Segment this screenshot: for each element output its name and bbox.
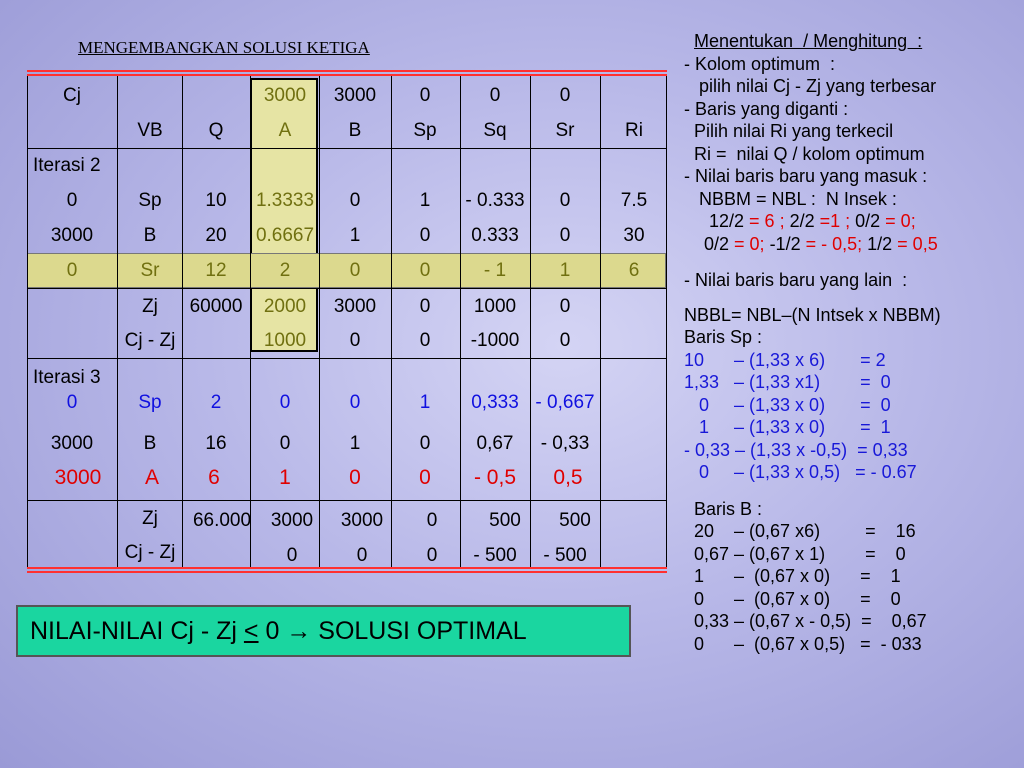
grid-line (182, 76, 183, 567)
table-cell: 1 (419, 392, 431, 413)
table-cell: 0 (419, 466, 431, 489)
calc-part: 0/2 (684, 233, 735, 254)
cj-zj-label: Cj - Zj (124, 330, 176, 351)
sp-calc-line: 0 – (1,33 x 0,5) = - 0.67 (684, 462, 917, 482)
table-cell: A (144, 466, 159, 489)
cj-value: 3000 (333, 85, 377, 106)
table-cell: 0,67 (476, 433, 514, 454)
table-cell: 1 (279, 466, 291, 489)
sp-calc-line: 10 – (1,33 x 6) = 2 (684, 349, 886, 370)
table-top-border (27, 70, 667, 72)
calc-part: 2/2 (789, 211, 820, 231)
cj-zj-value: - 500 (473, 545, 517, 566)
notes-line: - Kolom optimum : (684, 53, 836, 74)
zj-value: 3000 (270, 510, 314, 531)
b-calc-line: 20 – (0,67 x6) = 16 (694, 521, 916, 541)
grid-line (530, 76, 531, 567)
grid-line (27, 148, 667, 149)
calc-part: 1/2 (867, 233, 898, 254)
calc-result: = 0,5 (897, 233, 938, 254)
grid-line (666, 76, 667, 567)
table-cell: - 0,667 (535, 392, 595, 413)
table-cell: 3000 (50, 433, 94, 454)
grid-line (117, 76, 118, 567)
table-cell: 0,333 (471, 392, 519, 413)
cj-zj-value: 0 (426, 545, 438, 566)
calc-part: -1/2 (769, 233, 806, 254)
optimal-suffix: SOLUSI OPTIMAL (311, 617, 527, 645)
column-header: Sp (413, 120, 437, 141)
optimal-prefix: NILAI-NILAI Cj - Zj (30, 617, 244, 645)
sp-calc-line: 1,33 – (1,33 x1) = 0 (684, 372, 891, 392)
grid-line (319, 76, 320, 567)
column-header: VB (137, 120, 163, 141)
table-cell: 0 (559, 190, 571, 211)
cj-value: 0 (489, 85, 501, 106)
grid-line (250, 76, 251, 567)
nbbm-calc-line (684, 233, 1019, 256)
table-cell: B (143, 433, 157, 454)
table-cell: 6 (208, 466, 220, 489)
column-header: Ri (625, 120, 643, 141)
cj-zj-value: 0 (559, 330, 571, 351)
column-header: Sq (483, 120, 507, 141)
cj-value: 0 (419, 85, 431, 106)
calc-result: = 6 ; (749, 211, 790, 231)
grid-line (600, 76, 601, 567)
calc-result: = - 0,5; (805, 233, 868, 254)
table-cell: 0 (349, 466, 361, 489)
calc-result: =1 ; (819, 211, 856, 231)
table-cell: 0 (66, 392, 78, 413)
calc-part: 0/2 (855, 211, 886, 231)
zj-value: 500 (489, 510, 521, 531)
grid-line (27, 358, 667, 359)
grid-line (27, 288, 667, 289)
grid-line (391, 76, 392, 567)
slide-title: MENGEMBANGKAN SOLUSI KETIGA (78, 38, 370, 57)
b-calc-line: 0,33 – (0,67 x - 0,5) = 0,67 (694, 611, 927, 631)
b-calc-line: 1 – (0,67 x 0) = 1 (694, 566, 901, 586)
table-cell: - 1 (483, 260, 507, 281)
cj-zj-value: - 500 (543, 545, 587, 566)
table-cell: - 0.333 (465, 190, 525, 211)
zj-value: 3000 (333, 296, 377, 317)
notes-line: NBBL= NBL–(N Intsek x NBBM) (684, 304, 941, 325)
notes-line: - Baris yang diganti : (684, 98, 849, 119)
calculation-notes (684, 30, 1019, 655)
iteration-label: Iterasi 3 (33, 367, 101, 388)
table-cell: 0 (279, 392, 291, 413)
sp-calc-line: - 0,33 – (1,33 x -0,5) = 0,33 (684, 439, 908, 460)
optimal-solution-banner (16, 605, 631, 657)
zj-label: Zj (142, 508, 158, 529)
table-cell: 6 (628, 260, 640, 281)
optimal-zero: 0 (258, 617, 287, 645)
b-calc-line: 0 – (0,67 x 0,5) = - 033 (694, 633, 922, 654)
notes-line: pilih nilai Cj - Zj yang terbesar (684, 76, 937, 96)
table-cell: 30 (623, 225, 645, 246)
calc-result: = 0; (885, 211, 916, 231)
table-cell: Sp (138, 190, 162, 211)
cj-zj-value: 0 (286, 545, 298, 566)
table-cell: 1 (559, 260, 571, 281)
zj-value: 3000 (340, 510, 384, 531)
table-cell: 0 (66, 190, 78, 211)
table-bottom-border-2 (27, 571, 667, 573)
column-header: Sr (555, 120, 575, 141)
b-calc-line: 0 – (0,67 x 0) = 0 (694, 588, 901, 609)
table-cell: - 0,33 (540, 433, 590, 454)
table-cell: 1.3333 (255, 190, 315, 211)
grid-line (460, 76, 461, 567)
grid-line (27, 500, 667, 501)
table-cell: 7.5 (620, 190, 648, 211)
zj-value: 66.000 (192, 510, 252, 531)
table-cell: 0 (66, 260, 78, 281)
zj-value: 0 (419, 296, 431, 317)
table-cell: B (143, 225, 157, 246)
b-calc-line: 0,67 – (0,67 x 1) = 0 (694, 543, 906, 564)
table-cell: 1 (349, 225, 361, 246)
zj-value: 60000 (189, 296, 243, 317)
table-top-border-2 (27, 74, 667, 76)
zj-value: 1000 (473, 296, 517, 317)
table-cell: 10 (205, 190, 227, 211)
calc-result: = 0; (734, 233, 770, 254)
table-cell: 0 (559, 225, 571, 246)
cj-zj-value: 1000 (263, 330, 307, 351)
notes-heading: Menentukan / Menghitung : (694, 31, 923, 51)
zj-value: 2000 (263, 296, 307, 317)
notes-line: Baris Sp : (684, 327, 763, 347)
table-cell: Sr (140, 260, 160, 281)
table-cell: 0.333 (471, 225, 519, 246)
table-cell: 20 (205, 225, 227, 246)
table-cell: 1 (349, 433, 361, 454)
grid-line (27, 76, 28, 567)
table-cell: - 0,5 (473, 466, 517, 489)
cj-zj-value: 0 (349, 330, 361, 351)
nbbm-calc-line (684, 210, 1019, 233)
table-cell: 0 (349, 190, 361, 211)
table-cell: 0 (279, 433, 291, 454)
right-arrow-icon: → (286, 617, 312, 645)
table-cell: 0 (349, 392, 361, 413)
cj-value: 3000 (263, 85, 307, 106)
table-cell: 3000 (54, 466, 102, 489)
notes-line: - Nilai baris baru yang lain : (684, 270, 908, 290)
column-header: A (278, 120, 292, 141)
table-cell: 0 (349, 260, 361, 281)
cj-value: 0 (559, 85, 571, 106)
cj-zj-label: Cj - Zj (124, 542, 176, 563)
table-cell: Sp (138, 392, 162, 413)
table-cell: 2 (210, 392, 222, 413)
cj-zj-value: 0 (356, 545, 368, 566)
table-cell: 2 (279, 260, 291, 281)
sp-calc-line: 1 – (1,33 x 0) = 1 (684, 417, 891, 437)
notes-line: Ri = nilai Q / kolom optimum (684, 143, 925, 164)
table-cell: 12 (205, 260, 227, 281)
notes-line: Baris B : (694, 498, 763, 519)
iteration-label: Iterasi 2 (33, 155, 101, 176)
calc-part: 12/2 (684, 211, 750, 231)
column-header: Q (208, 120, 224, 141)
table-cell: 0 (419, 260, 431, 281)
sp-calc-line: 0 – (1,33 x 0) = 0 (684, 394, 891, 415)
table-cell: 0,5 (553, 466, 583, 489)
table-cell: 0.6667 (255, 225, 315, 246)
cj-zj-value: 0 (419, 330, 431, 351)
notes-line: - Nilai baris baru yang masuk : (684, 166, 928, 186)
zj-value: 500 (559, 510, 591, 531)
cj-zj-value: -1000 (470, 330, 520, 351)
table-cell: 0 (419, 433, 431, 454)
notes-line: NBBM = NBL : N Insek : (684, 188, 897, 209)
zj-label: Zj (142, 296, 158, 317)
table-cell: 0 (419, 225, 431, 246)
notes-line: Pilih nilai Ri yang terkecil (684, 121, 894, 141)
zj-value: 0 (426, 510, 438, 531)
column-header: B (348, 120, 362, 141)
less-equal-sign: < (243, 617, 259, 645)
table-cell: 3000 (50, 225, 94, 246)
zj-value: 0 (559, 296, 571, 317)
table-cell: 16 (205, 433, 227, 454)
table-cell: 1 (419, 190, 431, 211)
cj-header: Cj (63, 85, 81, 106)
